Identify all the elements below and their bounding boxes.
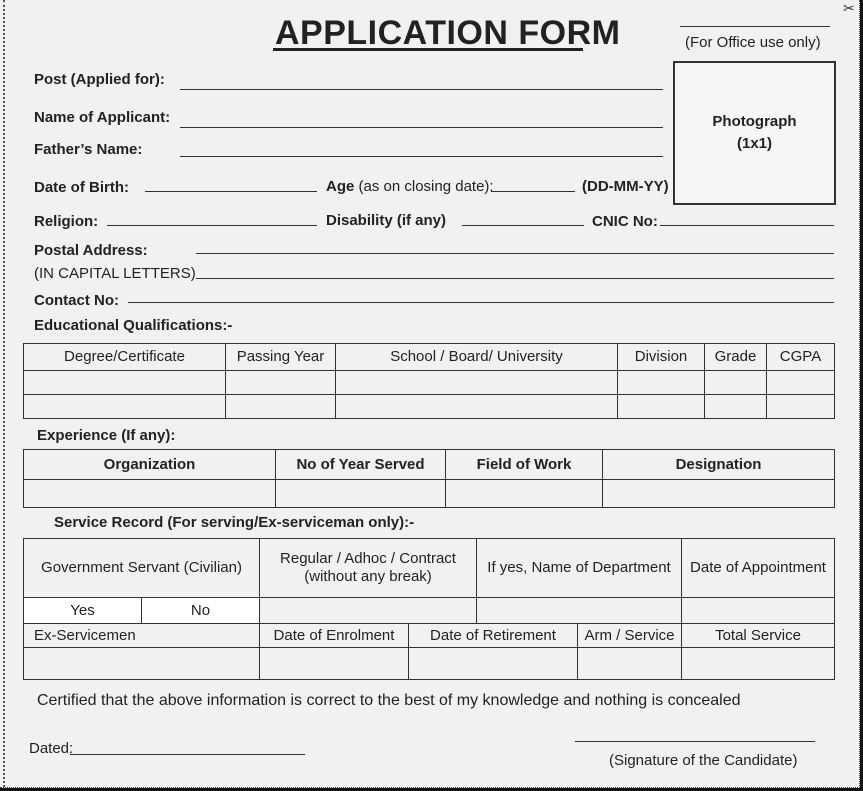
experience-cell[interactable] bbox=[603, 480, 835, 508]
enrolment-cell[interactable] bbox=[260, 648, 409, 680]
total-service-header: Total Service bbox=[682, 624, 835, 648]
education-cell[interactable] bbox=[618, 371, 705, 395]
office-use-label: (For Office use only) bbox=[685, 34, 821, 51]
education-header: Grade bbox=[705, 344, 767, 371]
form-title: APPLICATION FORM bbox=[275, 14, 621, 52]
education-cell[interactable] bbox=[226, 395, 336, 419]
education-table bbox=[23, 343, 835, 419]
education-cell[interactable] bbox=[336, 395, 618, 419]
arm-service-cell[interactable] bbox=[578, 648, 682, 680]
education-row bbox=[24, 395, 835, 419]
education-cell[interactable] bbox=[767, 395, 835, 419]
experience-cell[interactable] bbox=[24, 480, 276, 508]
enrolment-header: Date of Enrolment bbox=[260, 624, 409, 648]
regular-header bbox=[260, 539, 477, 598]
department-header: If yes, Name of Department bbox=[477, 539, 682, 598]
experience-header-row bbox=[24, 450, 835, 480]
photograph-box[interactable] bbox=[673, 61, 836, 205]
retirement-cell[interactable] bbox=[409, 648, 578, 680]
experience-table bbox=[23, 449, 835, 508]
father-name-label: Father’s Name: bbox=[34, 141, 143, 158]
photo-label: Photograph bbox=[712, 113, 797, 130]
education-header: Degree/Certificate bbox=[24, 344, 226, 371]
title-underline bbox=[273, 48, 583, 51]
education-header: Division bbox=[618, 344, 705, 371]
dated-label: Dated: bbox=[29, 740, 74, 757]
experience-header: Designation bbox=[603, 450, 835, 480]
cnic-label: CNIC No: bbox=[592, 213, 658, 230]
contact-label: Contact No: bbox=[34, 292, 119, 309]
ex-servicemen-cell[interactable] bbox=[24, 648, 260, 680]
signature-label: (Signature of the Candidate) bbox=[609, 752, 798, 769]
father-name-field[interactable] bbox=[180, 156, 663, 157]
experience-cell[interactable] bbox=[446, 480, 603, 508]
regular-header-line2: (without any break) bbox=[304, 568, 432, 585]
postal-address-field-1[interactable] bbox=[196, 253, 834, 254]
experience-header: Organization bbox=[24, 450, 276, 480]
experience-header: No of Year Served bbox=[276, 450, 446, 480]
capital-letters-note: (IN CAPITAL LETTERS) bbox=[34, 265, 196, 282]
contact-field[interactable] bbox=[128, 302, 834, 303]
education-cell[interactable] bbox=[226, 371, 336, 395]
dob-label: Date of Birth: bbox=[34, 179, 129, 196]
service-record-table bbox=[23, 538, 835, 680]
education-cell[interactable] bbox=[618, 395, 705, 419]
education-cell[interactable] bbox=[767, 371, 835, 395]
education-header: CGPA bbox=[767, 344, 835, 371]
arm-service-header: Arm / Service bbox=[578, 624, 682, 648]
govt-servant-header: Government Servant (Civilian) bbox=[24, 539, 260, 598]
total-service-cell[interactable] bbox=[682, 648, 835, 680]
service-record-label: Service Record (For serving/Ex-serviceman only):- bbox=[54, 514, 415, 531]
religion-label: Religion: bbox=[34, 213, 99, 230]
education-cell[interactable] bbox=[24, 371, 226, 395]
age-label-bold: Age bbox=[326, 178, 355, 195]
postal-address-field-2[interactable] bbox=[196, 278, 834, 279]
applicant-name-field[interactable] bbox=[180, 127, 663, 128]
religion-field[interactable] bbox=[107, 225, 317, 226]
service-yes-no-row bbox=[24, 598, 835, 624]
certification-text: Certified that the above information is correct to the best of my knowledge and nothing is concealed bbox=[37, 692, 741, 709]
education-cell[interactable] bbox=[705, 371, 767, 395]
education-cell[interactable] bbox=[705, 395, 767, 419]
age-field[interactable] bbox=[491, 191, 575, 192]
experience-header: Field of Work bbox=[446, 450, 603, 480]
age-label-rest: (as on closing date): bbox=[354, 178, 494, 195]
education-cell[interactable] bbox=[24, 395, 226, 419]
ex-servicemen-header: Ex-Servicemen bbox=[24, 624, 260, 648]
signature-line[interactable] bbox=[575, 741, 815, 742]
regular-header-line1: Regular / Adhoc / Contract bbox=[280, 550, 456, 567]
dotted-cut-border bbox=[3, 0, 5, 787]
applicant-name-label: Name of Applicant: bbox=[34, 109, 171, 126]
yes-option[interactable]: Yes bbox=[24, 598, 142, 624]
retirement-header: Date of Retirement bbox=[409, 624, 578, 648]
experience-row bbox=[24, 480, 835, 508]
education-header-row bbox=[24, 344, 835, 371]
post-label: Post (Applied for): bbox=[34, 71, 165, 88]
scissors-icon: ✂ bbox=[843, 0, 855, 16]
experience-label: Experience (If any): bbox=[37, 427, 176, 444]
appointment-cell[interactable] bbox=[682, 598, 835, 624]
experience-cell[interactable] bbox=[276, 480, 446, 508]
disability-label: Disability (if any) bbox=[326, 212, 447, 229]
dated-field[interactable] bbox=[70, 754, 305, 755]
office-use-line[interactable] bbox=[680, 26, 830, 27]
appointment-header: Date of Appointment bbox=[682, 539, 835, 598]
age-label bbox=[326, 179, 494, 194]
regular-cell[interactable] bbox=[260, 598, 477, 624]
photo-size: (1x1) bbox=[736, 135, 773, 152]
dob-field[interactable] bbox=[145, 191, 317, 192]
education-label: Educational Qualifications:- bbox=[34, 317, 233, 334]
education-row bbox=[24, 371, 835, 395]
education-header: School / Board/ University bbox=[336, 344, 618, 371]
education-cell[interactable] bbox=[336, 371, 618, 395]
no-option[interactable]: No bbox=[142, 598, 260, 624]
ex-servicemen-row bbox=[24, 648, 835, 680]
service-header-row bbox=[24, 539, 835, 598]
disability-field[interactable] bbox=[462, 225, 584, 226]
post-field[interactable] bbox=[180, 89, 663, 90]
postal-address-label: Postal Address: bbox=[34, 242, 148, 259]
date-format-label: (DD-MM-YY) bbox=[582, 178, 669, 195]
education-header: Passing Year bbox=[226, 344, 336, 371]
cnic-field[interactable] bbox=[660, 225, 834, 226]
department-cell[interactable] bbox=[477, 598, 682, 624]
ex-servicemen-header-row bbox=[24, 624, 835, 648]
